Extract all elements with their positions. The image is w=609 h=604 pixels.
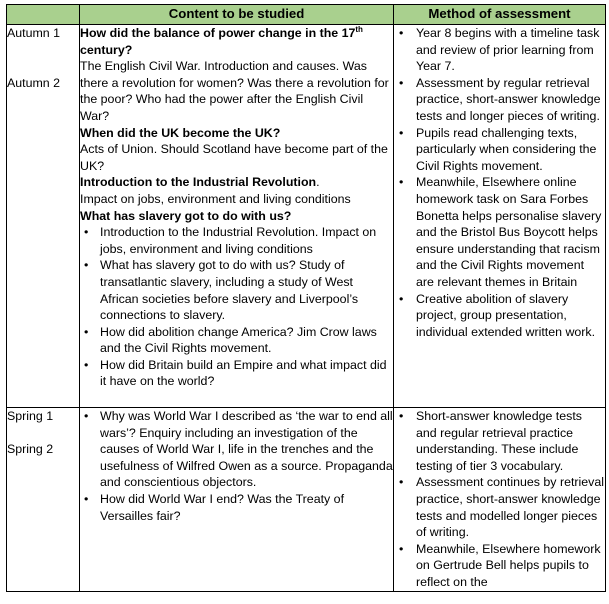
bullet-item (80, 224, 393, 257)
curriculum-table (6, 4, 606, 592)
bullet-item (80, 324, 393, 357)
enquiry-text: The English Civil War. Introduction and causes. Was there a revolution for women? Was there a revolution for the poor? Who had the power after the English Civil War? (80, 59, 389, 123)
header-row (7, 5, 606, 25)
enquiry-text: Acts of Union. Should Scotland have become part of the UK? (80, 142, 388, 173)
bullet-text: Short-answer knowledge tests and regular retrieval practice understanding. These include testing of tier 3 vocabulary. (416, 409, 582, 473)
term-label: Autumn 1 (7, 26, 61, 40)
bullet-text: Assessment by regular retrieval practice, short-answer knowledge tests and longer pieces of writing. (416, 75, 601, 123)
content-bullet-list (80, 408, 393, 524)
bullet-text: Why was World War I described as ‘the war to end all wars’? Enquiry including an investigation of the causes of World War I, life in the trenches and the usefulness of Wilfred Owen as a source. Propaganda and conscientious objectors. (100, 409, 393, 490)
bullet-text: Pupils read challenging texts, particularly when considering the Civil Rights movement. (416, 125, 597, 173)
term-cell (7, 408, 80, 592)
content-bullet-list (80, 224, 393, 390)
bullet-icon: • (84, 357, 89, 372)
bullet-text: Assessment continues by retrieval practice, short-answer knowledge tests and modelled longer pieces of writing. (416, 475, 605, 540)
table-row (7, 25, 606, 408)
bullet-item (80, 408, 393, 491)
bullet-icon: • (84, 409, 89, 423)
bullet-text: Introduction to the Industrial Revolution. Impact on jobs, environment and living conditions (100, 225, 377, 256)
bullet-text: Meanwhile, Elsewhere online homework task on Sara Forbes Bonetta helps personalise slavery and the Bristol Bus Boycott helps ensure understanding that racism and the Civil Rights movement are relevant themes in Britain (416, 175, 602, 289)
bullet-text: How did World War I end? Was the Treaty of Versailles fair? (100, 491, 345, 523)
term-label: Spring 1 (7, 409, 54, 423)
header-term (7, 5, 80, 25)
method-bullet-list (394, 408, 605, 591)
bullet-text: Creative abolition of slavery project, group presentation, individual extended written work. (416, 291, 596, 339)
bullet-item (80, 257, 393, 323)
bullet-item (394, 408, 605, 474)
enquiry-title: When did the UK become the UK? (80, 125, 281, 140)
bullet-item (394, 25, 605, 75)
bullet-item (394, 291, 605, 341)
term-label: Autumn 2 (7, 75, 61, 90)
bullet-text: How did abolition change America? Jim Crow laws and the Civil Rights movement. (100, 324, 377, 356)
header-content: Content to be studied (80, 5, 394, 25)
bullet-icon: • (84, 258, 89, 273)
bullet-icon: • (84, 324, 89, 339)
method-cell (394, 25, 606, 408)
bullet-icon: • (399, 475, 404, 490)
bullet-icon: • (399, 409, 404, 423)
bullet-icon: • (399, 125, 404, 140)
bullet-icon: • (399, 541, 404, 556)
enquiry-title: Introduction to the Industrial Revolution. (80, 175, 320, 190)
content-cell (80, 25, 394, 408)
method-bullet-list (394, 25, 605, 340)
method-cell (394, 408, 606, 592)
bullet-text: Meanwhile, Elsewhere homework on Gertrude Bell helps pupils to reflect on the (416, 541, 601, 589)
enquiry-text: Impact on jobs, environment and living conditions (80, 191, 351, 206)
bullet-item (80, 357, 393, 390)
bullet-icon: • (399, 175, 404, 190)
term-cell (7, 25, 80, 408)
header-method: Method of assessment (394, 5, 606, 25)
bullet-icon: • (399, 26, 404, 40)
bullet-item (394, 474, 605, 540)
bullet-text: How did Britain build an Empire and what impact did it have on the world? (100, 357, 387, 389)
bullet-item (80, 491, 393, 524)
bullet-icon: • (84, 491, 89, 506)
bullet-item (394, 125, 605, 175)
content-cell (80, 408, 394, 592)
enquiry-title: What has slavery got to do with us? (80, 208, 292, 223)
bullet-text: Year 8 begins with a timeline task and review of prior learning from Year 7. (416, 26, 600, 74)
bullet-item (394, 75, 605, 125)
enquiry-title: How did the balance of power change in the 17th century? (80, 24, 363, 57)
bullet-item (394, 541, 605, 591)
bullet-icon: • (84, 225, 89, 240)
bullet-icon: • (399, 75, 404, 90)
bullet-text: What has slavery got to do with us? Study of transatlantic slavery, including a study of West African societies before slavery and Liverpool’s connections to slavery. (100, 258, 359, 323)
table-row (7, 408, 606, 592)
bullet-item (394, 174, 605, 290)
bullet-icon: • (399, 291, 404, 306)
term-label: Spring 2 (7, 442, 54, 457)
